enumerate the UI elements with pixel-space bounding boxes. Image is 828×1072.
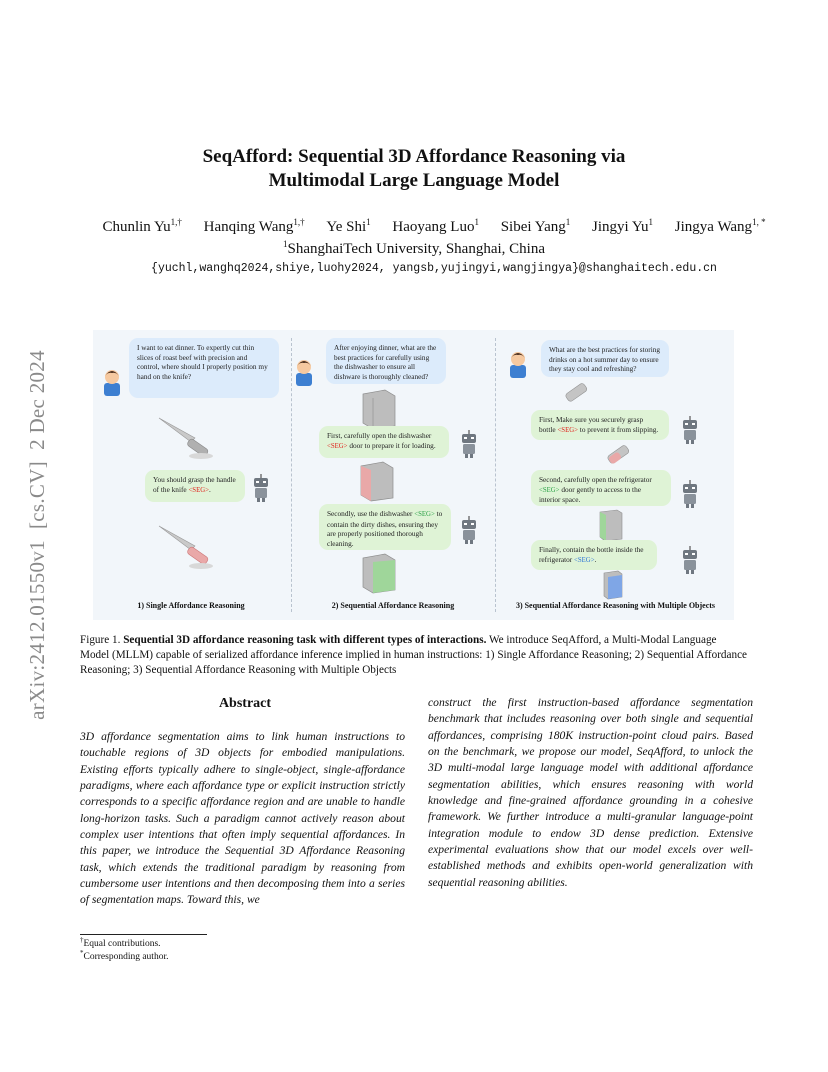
user-question-bubble: I want to eat dinner. To expertly cut thin slices of roast beef with precision and control, where should I properly position my hand on the knife? xyxy=(129,338,279,398)
dishwasher-door-segmented-image xyxy=(357,460,397,502)
author-list xyxy=(60,217,808,237)
dishwasher-interior-segmented-image xyxy=(359,552,399,594)
title-line-2: Multimodal Large Language Model xyxy=(268,170,560,191)
footnote-rule xyxy=(80,934,207,935)
user-question-bubble: After enjoying dinner, what are the best practices for carefully using the dishwasher to ensure all dishware is thoroughly cleaned? xyxy=(326,338,446,384)
dishwasher-pointcloud-image xyxy=(359,388,399,430)
assistant-step2-bubble: Second, carefully open the refrigerator <SEG> door gently to access to the interior space. xyxy=(531,470,671,506)
figure-caption: Figure 1. Sequential 3D affordance reasoning task with different types of interactions. We introduce SeqAfford, a Multi-Modal Language Model (MLLM) capable of serialized affordance inference implied in human instructions: 1) Single Affordance Reasoning; 2) Sequential Affordance Reasoning; 3) Sequential Affordance Reasoning with Multiple Objects xyxy=(80,634,747,676)
human-icon xyxy=(101,368,123,396)
figure-1 xyxy=(93,330,734,620)
robot-icon xyxy=(459,516,479,544)
figure-panel-multi-object xyxy=(497,330,734,620)
robot-icon xyxy=(680,416,700,444)
panel-divider xyxy=(495,338,496,612)
footnote-corresponding-author: *Corresponding author. xyxy=(80,948,169,962)
fridge-interior-segmented-image xyxy=(601,570,625,600)
arxiv-stamp: arXiv:2412.01550v1 [cs.CV] 2 Dec 2024 xyxy=(25,350,49,720)
robot-icon xyxy=(251,474,271,502)
bottle-segmented-image xyxy=(601,442,637,470)
author-6: Jingyi Yu$^1$ xyxy=(592,217,654,235)
figure-panel-single xyxy=(93,330,289,620)
user-question-bubble: What are the best practices for storing drinks on a hot summer day to ensure they stay cool and refreshing? xyxy=(541,340,669,377)
robot-icon xyxy=(680,480,700,508)
panel-caption-sequential: 2) Sequential Affordance Reasoning xyxy=(331,601,455,610)
assistant-step2-bubble: Secondly, use the dishwasher <SEG> to contain the dirty dishes, ensuring they are properly positioned thorough cleaning. xyxy=(319,504,451,550)
abstract-text-right: construct the first instruction-based affordance segmentation benchmark that includes reasoning over both single and sequential affordances, comprising 180K instruction-point cloud pairs. Based on the benchmark, we propose our model, SeqAfford, to unlock the 3D multi-modal large language model with additional affordance segmentation abilities, which ensures reasoning with world knowledge and fine-grained affordance grounding in a cohesive framework. We further introduce a multi-granular language-point integration module to endow 3D dense prediction. Extensive experimental evaluations show that our model excels over well-established methods and exhibits open-world generalization with sequential reasoning abilities. xyxy=(428,696,753,889)
figure-panel-sequential xyxy=(293,330,493,620)
human-icon xyxy=(293,358,315,386)
author-emails: {yuchl,wanghq2024,shiye,luohy2024, yangsb,yujingyi,wangjingya}@shanghaitech.edu.cn xyxy=(151,262,717,275)
author-4: Haoyang Luo$^1$ xyxy=(392,217,479,235)
title-line-1: SeqAfford: Sequential 3D Affordance Reasoning via xyxy=(202,146,626,167)
author-2: Hanqing Wang$^{1,\dagger}$ xyxy=(203,217,305,235)
author-5: Sibei Yang$^1$ xyxy=(500,217,571,235)
panel-caption-multi-object: 3) Sequential Affordance Reasoning with Multiple Objects xyxy=(515,601,716,610)
fridge-door-segmented-image xyxy=(597,508,625,542)
knife-segmented-image xyxy=(155,522,219,570)
knife-pointcloud-image xyxy=(155,414,215,460)
author-1: Chunlin $Yu^{1,\dagger}$ xyxy=(102,217,182,235)
author-7: Jingya Wang$^{1, *}$ xyxy=(674,217,766,235)
bottle-pointcloud-image xyxy=(559,380,595,408)
footnote-equal-contribution: †Equal contributions. xyxy=(80,935,161,949)
assistant-step3-bubble: Finally, contain the bottle inside the refrigerator <SEG>. xyxy=(531,540,657,570)
author-3: Ye Shi$^1$ xyxy=(326,217,371,235)
footnotes xyxy=(80,935,410,964)
human-icon xyxy=(507,350,529,378)
panel-caption-single: 1) Single Affordance Reasoning xyxy=(137,601,245,610)
robot-icon xyxy=(459,430,479,458)
panel-divider xyxy=(291,338,292,612)
affiliation: $^1$ShanghaiTech University, Shanghai, China xyxy=(282,239,545,257)
assistant-step1-bubble: First, Make sure you securely grasp bottle <SEG> to prevent it from slipping. xyxy=(531,410,669,440)
abstract-text-left: 3D affordance segmentation aims to link human instructions to touchable regions of 3D objects for embodied manipulations. Existing efforts typically adhere to single-object, single-affordance paradigms, where each affordance type or explicit instruction strictly corresponds to a specific affordance region and are unable to handle long-horizon tasks. Such a paradigm cannot actively reason about complex user intentions that often imply sequential affordances. In this paper, we introduce the Sequential 3D Affordance Reasoning task, which extends the traditional paradigm by reasoning from cumbersome user intentions and then decomposing them into a series of segmentation maps. Toward this, we xyxy=(80,730,405,907)
abstract-heading: Abstract xyxy=(218,696,272,711)
assistant-answer-bubble: You should grasp the handle of the knife <SEG>. xyxy=(145,470,245,502)
assistant-step1-bubble: First, carefully open the dishwasher <SEG> door to prepare it for loading. xyxy=(319,426,449,458)
robot-icon xyxy=(680,546,700,574)
paper-title xyxy=(80,145,748,193)
